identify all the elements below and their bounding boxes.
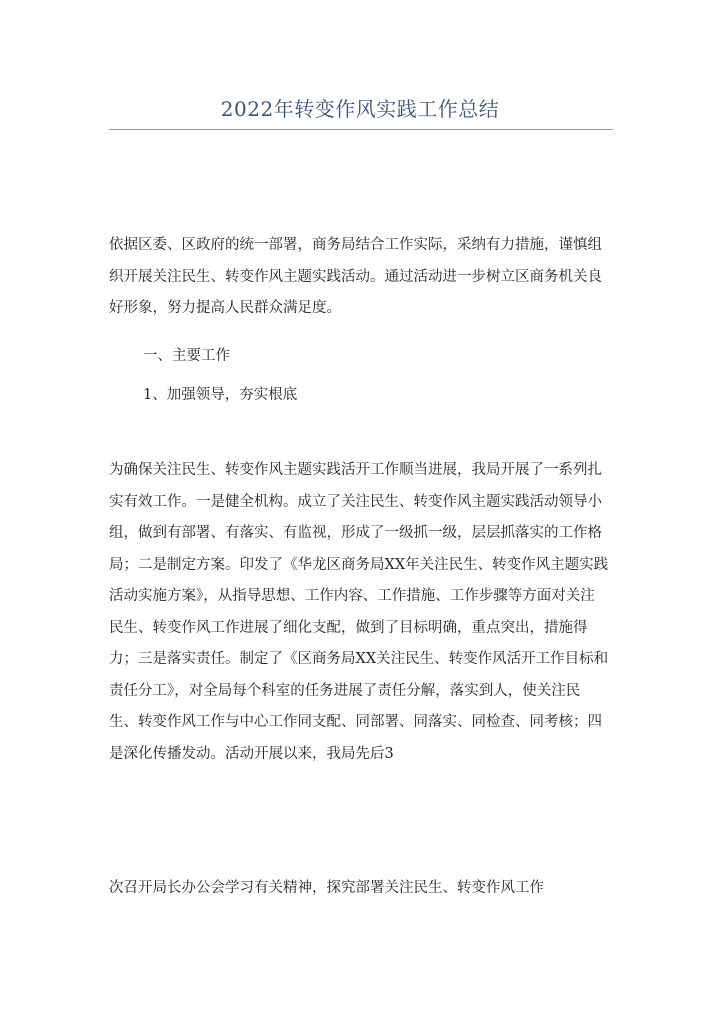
intro-paragraph (109, 230, 609, 325)
intro-text: 依据区委、区政府的统一部署，商务局结合工作实际，采纳有力措施，谨慎组织开展关注民生、转变作风主题实践活动。通过活动进一步树立区商务机关良好形象，努力提高人民群众满足度。 (109, 237, 602, 316)
title-divider (109, 129, 613, 130)
main-paragraph-text: 为确保关注民生、转变作风主题实践活开工作顺当进展，我局开展了一系列扎实有效工作。一是健全机构。成立了关注民生、转变作风主题实践活动领导小组，做到有部署、有落实、有监视，形成了一级抓一级，层层抓落实的工作格局；二是制定方案。印发了《华龙区商务局XX年关注民生、转变作风主题实践活动实施方案》，从指导思想、工作内容、工作措施、工作步骤等方面对关注民生、转变作风工作进展了细化支配，做到了目标明确，重点突出，措施得力；三是落实责任。制定了《区商务局XX关注民生、转变作风活开工作目标和责任分工》，对全局每个科室的任务进展了责任分解，落实到人，使关注民生、转变作风工作与中心工作同支配、同部署、同落实、同检查、同考核；四是深化传播发动。活动开展以来，我局先后3 (109, 462, 609, 762)
subsection-heading: 1、加强领导，夯实根底 (143, 387, 298, 403)
document-title: 2022年转变作风实践工作总结 (220, 97, 500, 121)
section-heading: 一、主要工作 (143, 348, 230, 364)
continued-paragraph-text: 次召开局长办公会学习有关精神，探究部署关注民生、转变作风工作 (109, 880, 544, 896)
continued-paragraph (109, 873, 609, 905)
main-paragraph (109, 455, 609, 770)
